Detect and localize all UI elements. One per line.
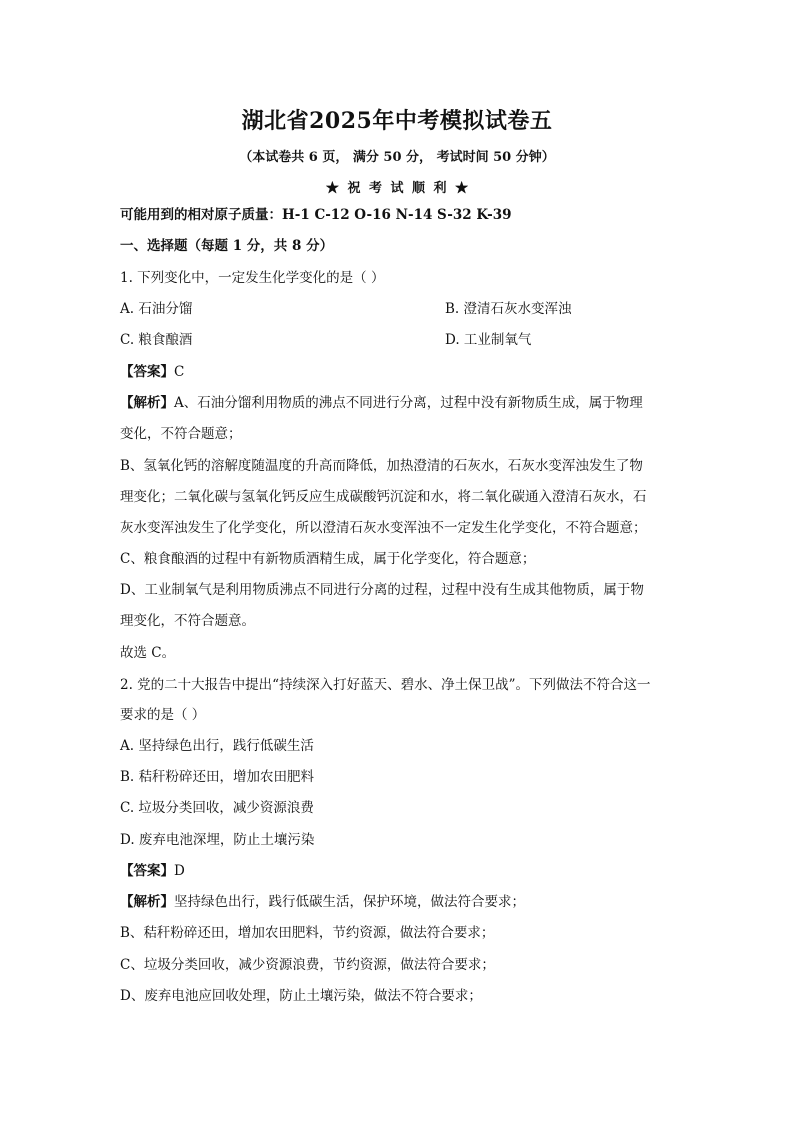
q1-option-b: B. 澄清石灰水变浑浊 xyxy=(445,301,572,317)
analysis-label: 【解析】 xyxy=(120,395,174,411)
q1-conclusion: 故选 C。 xyxy=(120,645,176,661)
q1-option-d: D. 工业制氧气 xyxy=(445,332,532,348)
q2-option-b: B. 秸秆粉碎还田，增加农田肥料 xyxy=(120,769,315,785)
q2-analysis-line: 【解析】坚持绿色出行，践行低碳生活，保护环境，做法符合要求； xyxy=(120,894,525,910)
q2-analysis-line: B、秸秆粉碎还田，增加农田肥料，节约资源，做法符合要求； xyxy=(120,925,495,941)
q1-option-a: A. 石油分馏 xyxy=(120,301,193,317)
q1-option-c: C. 粮食酿酒 xyxy=(120,332,193,348)
answer-label: 【答案】 xyxy=(120,863,174,879)
answer-value: C xyxy=(174,364,185,380)
question-2-stem-cont: 要求的是（ ） xyxy=(120,707,206,723)
good-luck-banner: ★ 祝 考 试 顺 利 ★ xyxy=(325,181,469,196)
answer-label: 【答案】 xyxy=(120,364,174,380)
q1-answer xyxy=(120,362,680,382)
atomic-mass-note: 可能用到的相对原子质量：H-1 C-12 O-16 N-14 S-32 K-39 xyxy=(120,207,512,223)
section-heading: 一、选择题（每题 1 分，共 8 分） xyxy=(120,238,334,254)
q1-analysis-line: 变化，不符合题意； xyxy=(120,426,242,442)
q2-option-a: A. 坚持绿色出行，践行低碳生活 xyxy=(120,738,314,754)
q1-analysis-line: D、工业制氧气是利用物质沸点不同进行分离的过程，过程中没有生成其他物质，属于物 xyxy=(120,582,644,598)
question-1-stem: 1. 下列变化中，一定发生化学变化的是（ ） xyxy=(120,270,385,286)
q1-analysis-line: B、氢氧化钙的溶解度随温度的升高而降低，加热澄清的石灰水，石灰水变浑浊发生了物 xyxy=(120,458,643,474)
question-2-stem: 2. 党的二十大报告中提出“持续深入打好蓝天、碧水、净土保卫战”。下列做法不符合这一 xyxy=(120,677,651,693)
q1-analysis-line: 理变化；二氧化碳与氢氧化钙反应生成碳酸钙沉淀和水，将二氧化碳通入澄清石灰水，石 xyxy=(120,489,647,505)
exam-info: （本试卷共 6 页， 满分 50 分， 考试时间 50 分钟） xyxy=(239,150,555,165)
q1-analysis-line: C、粮食酿酒的过程中有新物质酒精生成，属于化学变化，符合题意； xyxy=(120,551,536,567)
q1-analysis-line: 理变化，不符合题意。 xyxy=(120,613,255,629)
q2-option-c: C. 垃圾分类回收，减少资源浪费 xyxy=(120,800,314,816)
analysis-label: 【解析】 xyxy=(120,894,174,910)
q1-analysis-line: 【解析】A、石油分馏利用物质的沸点不同进行分离，过程中没有新物质生成，属于物理 xyxy=(120,395,643,411)
answer-value: D xyxy=(174,863,185,879)
q1-analysis-line: 灰水变浑浊发生了化学变化，所以澄清石灰水变浑浊不一定发生化学变化，不符合题意； xyxy=(120,520,647,536)
page-title: 湖北省2025年中考模拟试卷五 xyxy=(241,108,553,134)
q2-answer xyxy=(120,861,680,881)
q2-option-d: D. 废弃电池深埋，防止土壤污染 xyxy=(120,832,315,848)
q2-analysis-line: D、废弃电池应回收处理，防止土壤污染，做法不符合要求； xyxy=(120,988,482,1004)
q2-analysis-line: C、垃圾分类回收，减少资源浪费，节约资源，做法符合要求； xyxy=(120,957,495,973)
